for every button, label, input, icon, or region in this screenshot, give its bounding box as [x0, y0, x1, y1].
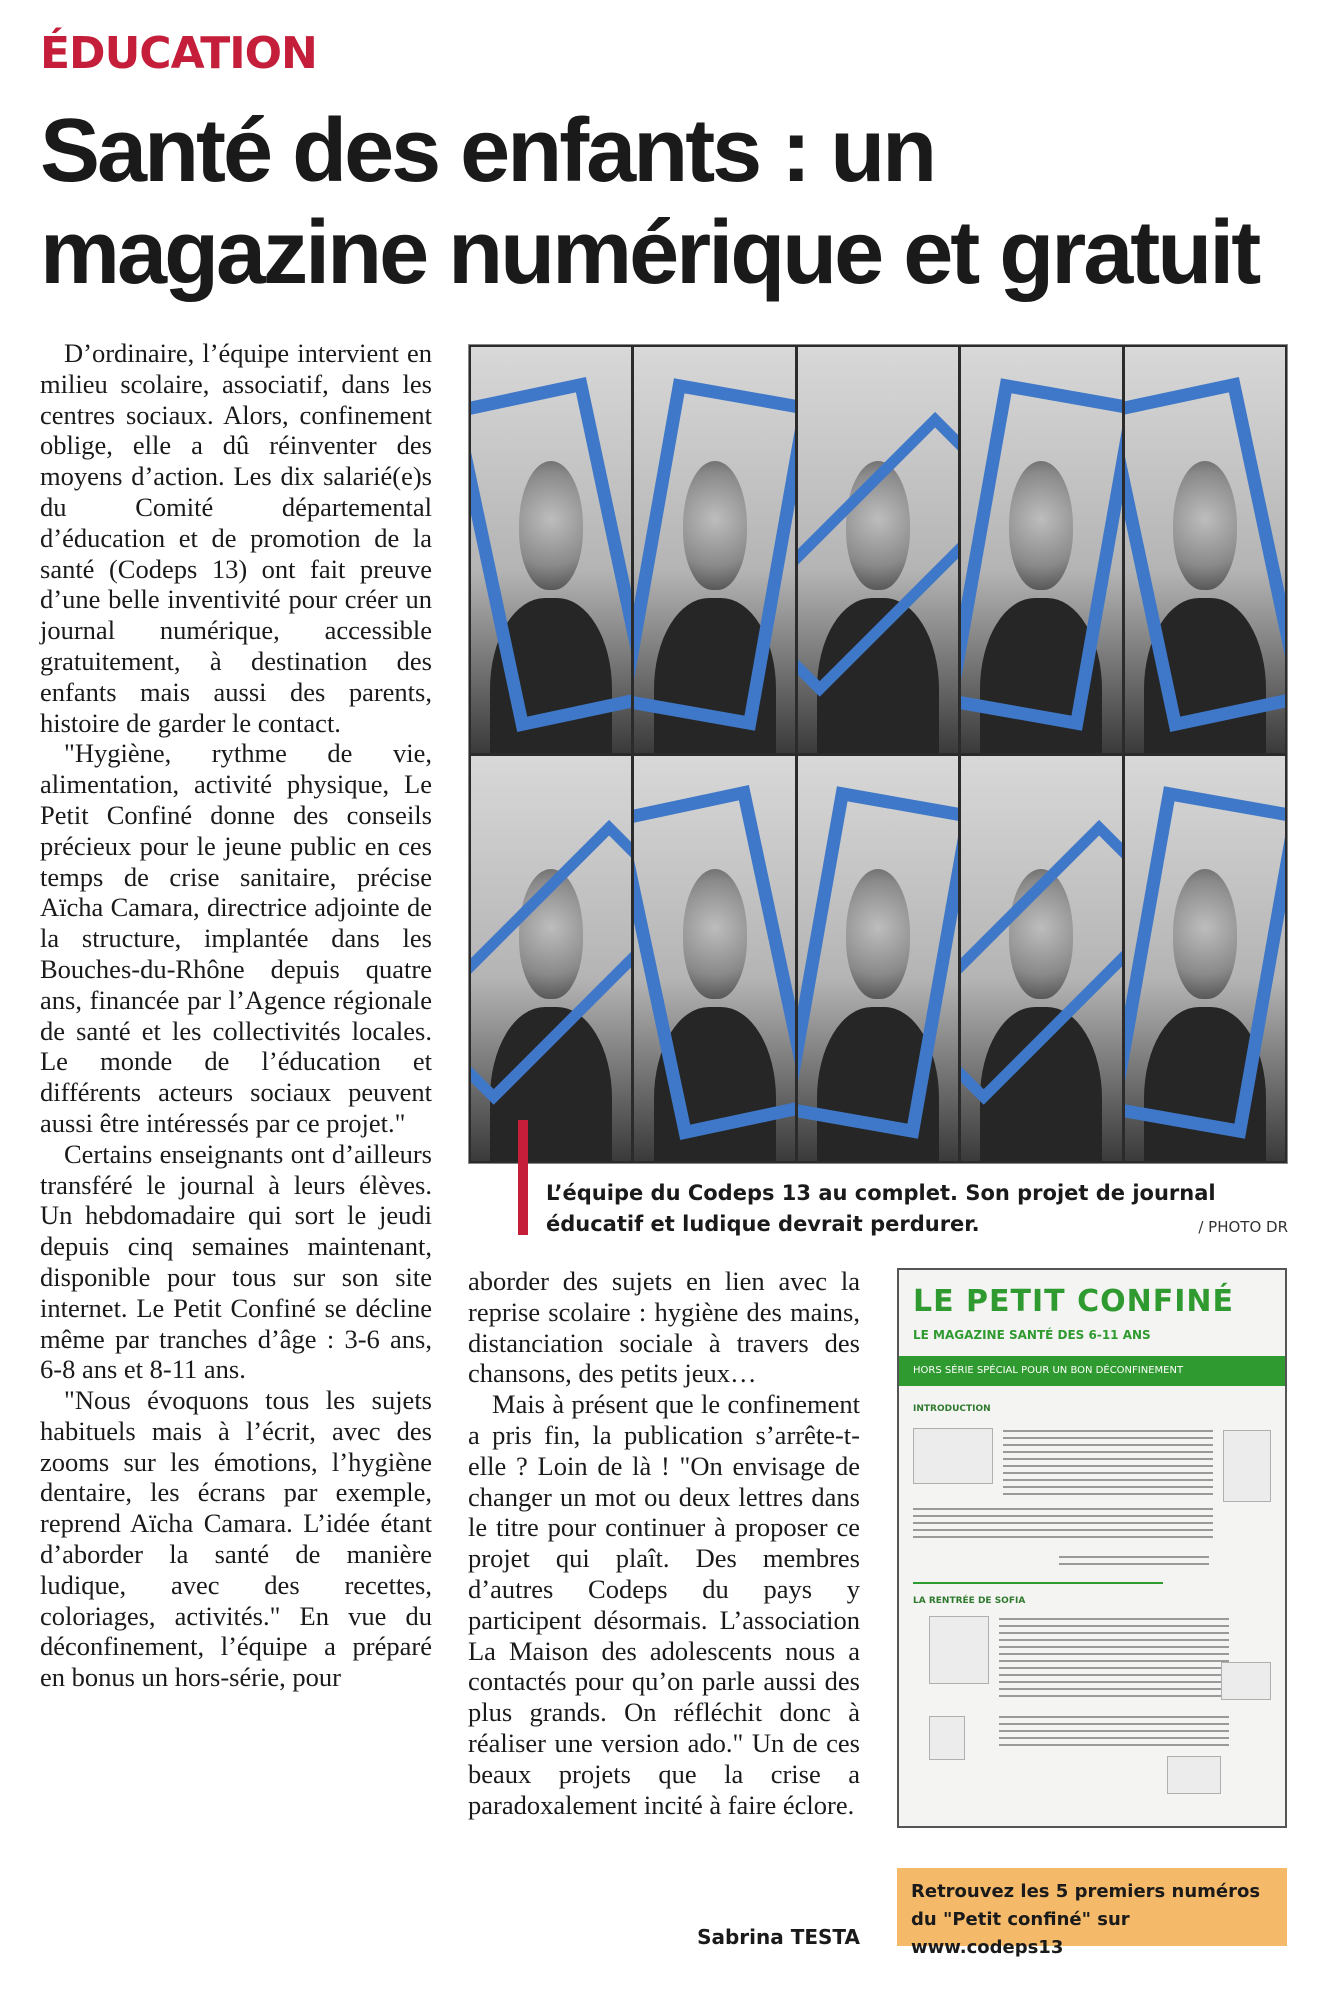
- magazine-text-block: [1059, 1556, 1209, 1570]
- paragraph: Certains enseignants ont d’ailleurs transféré le journal à leurs élèves. Un hebdomadaire qui sort le jeudi depuis cinq semaines maintenant, disponible pour tous sur son site internet. Le Petit Confiné se décline même par tranches d’âge : 3-6 ans, 6-8 ans et 8-11 ans.: [40, 1138, 432, 1385]
- magazine-text-block: [913, 1508, 1213, 1538]
- team-portrait: [634, 756, 794, 1162]
- magazine-illustration: [1221, 1662, 1271, 1700]
- paragraph: D’ordinaire, l’équipe intervient en milieu scolaire, associatif, dans les centres sociaux. Alors, confinement oblige, elle a dû réinventer des moyens d’action. Les dix salarié(e)s du Comité départemental d’éducation et de promotion de la santé (Codeps 13) ont fait preuve d’une belle inventivité pour créer un journal numérique, accessible gratuitement, à destination des enfants mais aussi des parents, histoire de garder le contact.: [40, 338, 432, 738]
- team-portrait: [961, 347, 1121, 753]
- magazine-text-block: [1003, 1430, 1213, 1500]
- magazine-illustration: [913, 1428, 993, 1484]
- magazine-illustration: [1167, 1756, 1221, 1794]
- section-rubric: ÉDUCATION: [40, 28, 317, 79]
- article-column-2: [468, 1266, 860, 1820]
- team-portrait: [798, 756, 958, 1162]
- magazine-section-intro: INTRODUCTION: [913, 1404, 991, 1414]
- magazine-section-sofia: LA RENTRÉE DE SOFIA: [913, 1596, 1026, 1606]
- magazine-band: HORS SÉRIE SPÉCIAL POUR UN BON DÉCONFINEMENT: [899, 1356, 1285, 1386]
- team-portrait: [471, 347, 631, 753]
- paragraph: Mais à présent que le confinement a pris fin, la publication s’arrête-t-elle ? Loin de là ! "On envisage de changer un mot ou deux lettres dans le titre pour continuer à proposer ce projet qui plaît. Des membres d’autres Codeps du pays y participent désormais. L’association La Maison des adolescents nous a contactés pour qu’on parle aussi des plus grands. On réfléchit donc à réaliser une version ado." Un de ces beaux projets que la crise a paradoxalement incité à faire éclore.: [468, 1389, 860, 1820]
- magazine-subtitle: LE MAGAZINE SANTÉ DES 6-11 ANS: [913, 1328, 1151, 1342]
- magazine-text-block: [999, 1716, 1229, 1748]
- photo-credit: / PHOTO DR: [1198, 1218, 1288, 1236]
- photo-caption: L’équipe du Codeps 13 au complet. Son projet de journal éducatif et ludique devrait perdurer.: [546, 1181, 1216, 1236]
- magazine-illustration: [929, 1616, 989, 1684]
- team-portrait: [471, 756, 631, 1162]
- magazine-title: LE PETIT CONFINÉ: [913, 1284, 1234, 1319]
- team-portrait: [961, 756, 1121, 1162]
- article-headline: Santé des enfants : un magazine numérique et gratuit: [40, 101, 1259, 303]
- paragraph: aborder des sujets en lien avec la reprise scolaire : hygiène des mains, distanciation sociale à travers des chansons, des petits jeux…: [468, 1266, 860, 1389]
- promo-box: Retrouvez les 5 premiers numéros du "Petit confiné" sur www.codeps13: [897, 1868, 1287, 1946]
- magazine-cover-image: [897, 1268, 1287, 1828]
- magazine-illustration: [1223, 1430, 1271, 1502]
- magazine-text-block: [999, 1618, 1229, 1702]
- magazine-illustration: [929, 1716, 965, 1760]
- team-portrait: [634, 347, 794, 753]
- team-photo: [468, 344, 1288, 1164]
- paragraph: "Hygiène, rythme de vie, alimentation, activité physique, Le Petit Confiné donne des conseils précieux pour le jeune public en ces temps de crise sanitaire, précise Aïcha Camara, directrice adjointe de la structure, implantée dans les Bouches-du-Rhône depuis quatre ans, financée par l’Agence régionale de santé et les collectivités locales. Le monde de l’éducation et différents acteurs sociaux peuvent aussi être intéressés par ce projet.": [40, 738, 432, 1138]
- magazine-rule: [913, 1582, 1163, 1584]
- paragraph: "Nous évoquons tous les sujets habituels mais à l’écrit, avec des zooms sur les émotions, l’hygiène dentaire, les écrans par exemple, reprend Aïcha Camara. L’idée étant d’aborder la santé de manière ludique, avec des recettes, coloriages, activités." En vue du déconfinement, l’équipe a préparé en bonus un hors-série, pour: [40, 1385, 432, 1693]
- article-column-1: [40, 338, 432, 1693]
- team-portrait: [798, 347, 958, 753]
- author-byline: Sabrina TESTA: [697, 1925, 860, 1949]
- caption-accent-bar: [518, 1120, 528, 1235]
- team-portrait: [1125, 347, 1285, 753]
- team-portrait: [1125, 756, 1285, 1162]
